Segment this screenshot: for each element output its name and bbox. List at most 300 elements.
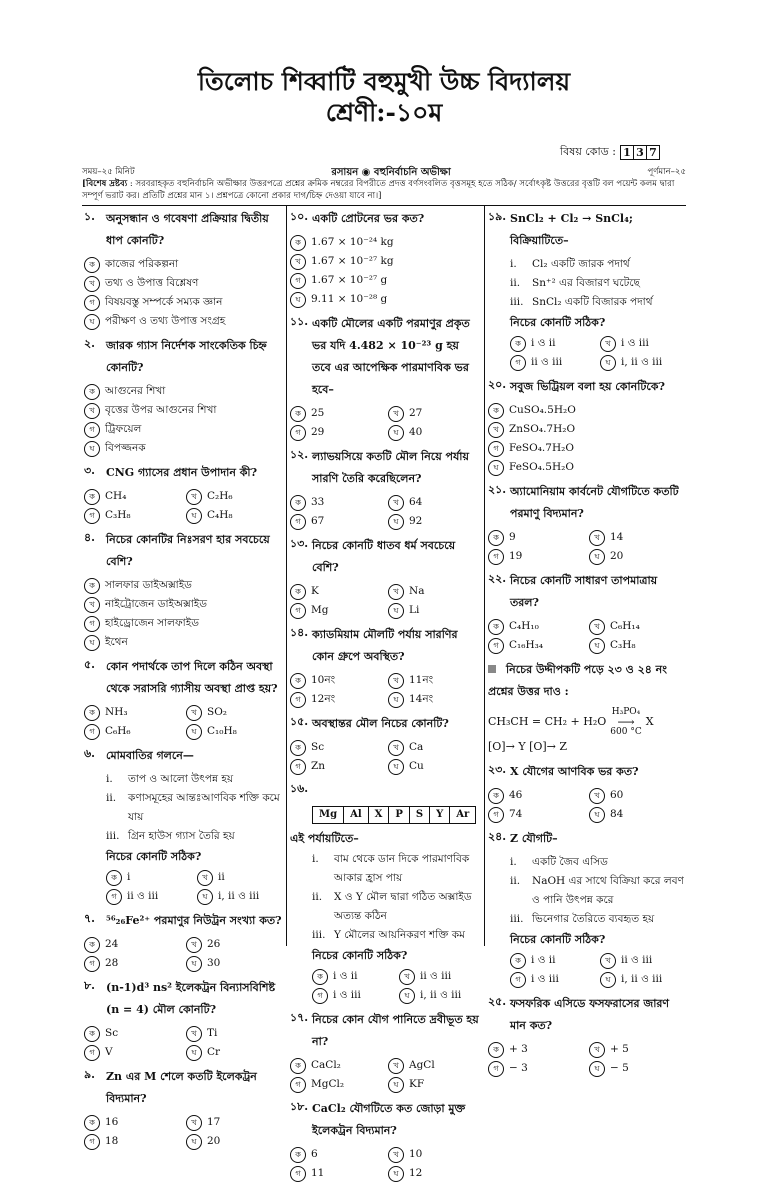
statement-numeral: ii. [106,792,117,804]
option[interactable] [197,868,282,887]
exam-title: রসায়ন ◉ বহুনির্বাচনি অভীক্ষা [331,167,451,178]
statement-text: Y মৌলের আয়নিকরণ শক্তি কম [334,929,465,941]
option[interactable] [488,528,583,547]
option[interactable] [488,617,583,636]
option[interactable] [290,582,382,601]
option-letter: গ [290,273,306,289]
option[interactable] [84,439,282,458]
question [290,535,480,579]
question-text: নিচের কোনটি সাধারণ তাপমাত্রায় তরল? [510,574,658,609]
option[interactable] [600,334,684,353]
statement [290,926,480,945]
option[interactable] [186,1132,282,1151]
question-text: কোন পদার্থকে তাপ দিলে কঠিন অবস্থা থেকে সরাসরি গ্যাসীয় অবস্থা প্রাপ্ত হয়? [106,660,278,695]
option[interactable] [399,986,480,1005]
option[interactable] [290,738,382,757]
options [84,255,282,331]
question-text: অবস্থান্তর মৌল নিচের কোনটি? [312,717,449,730]
option[interactable] [290,512,382,531]
option[interactable] [388,738,480,757]
option-text: ii [218,871,225,883]
option-text: 29 [311,426,325,438]
option-letter: ক [290,495,306,511]
option-letter: গ [290,1077,306,1093]
option[interactable] [388,601,480,620]
option-text: 1.67 × 10⁻²⁴ kg [311,236,394,248]
option-letter: ঘ [600,355,616,371]
option-text: CuSO₄.5H₂O [509,404,576,416]
option[interactable] [186,1024,282,1043]
option[interactable] [589,786,684,805]
option-letter: ঘ [589,549,605,565]
question [84,1066,282,1110]
option-letter: ঘ [388,514,404,530]
option-text: FeSO₄.7H₂O [509,442,574,454]
option[interactable] [84,703,180,722]
stimulus-text [488,659,684,703]
option-letter: গ [84,1134,100,1150]
question-text: ফসফরিক এসিডে ফসফরাসের জারণ মান কত? [510,997,670,1032]
stimulus-block [488,659,684,757]
option-text: 18 [105,1135,119,1147]
option-letter: ঘ [186,724,202,740]
option[interactable] [84,1132,180,1151]
column-1 [84,208,282,1155]
option-letter: ক [84,1115,100,1131]
option-letter: গ [290,1166,306,1182]
option-letter: গ [488,638,504,654]
option[interactable] [510,334,594,353]
option-letter: গ [290,603,306,619]
option-text: i ও iii [531,973,559,985]
statement-text: ভিনেগার তৈরিতে ব্যবহৃত হয় [532,913,655,925]
option-letter: গ [290,425,306,441]
option[interactable] [84,614,282,633]
question-text: CaCl₂ যৌগটিতে কত জোড়া মুক্ত ইলেকট্রন বিদ্যমান? [312,1102,466,1137]
ask-text: নিচের কোনটি সঠিক? [106,850,202,863]
option-letter: ঘ [388,1166,404,1182]
option-letter: ক [312,969,328,985]
option[interactable] [106,887,191,906]
option-text: CaCl₂ [311,1059,341,1071]
option[interactable] [290,493,382,512]
option-text: Na [409,585,425,597]
option-letter: ক [84,1026,100,1042]
question [290,713,480,735]
option-letter: খ [388,740,404,756]
question-number: ৬. [84,747,95,760]
options [84,576,282,652]
question-text: SnCl₂ + Cl₂ → SnCl₄; বিক্রিয়াটিতে– [510,212,633,247]
options [290,582,480,620]
option-letter: ঘ [186,1045,202,1061]
option[interactable] [84,935,180,954]
option-text: 14নং [409,693,434,705]
square-bullet-icon [488,665,496,673]
question-number: ২. [84,337,95,350]
option-text: 27 [409,407,423,419]
question-text: অনুসন্ধান ও গবেষণা প্রক্রিয়ার দ্বিতীয় ধাপ কোনটি? [106,212,269,247]
option-letter: ক [84,384,100,400]
option[interactable] [589,805,684,824]
question-text: ⁵⁶₂₆Fe²⁺ পরমাণুর নিউট্রন সংখ্যা কত? [106,914,282,927]
options [290,233,480,309]
subject-code-label: বিষয় কোড : [560,145,616,158]
option-letter: ক [488,1042,504,1058]
option-text: 10নং [311,674,336,686]
option[interactable] [488,458,684,477]
option[interactable] [510,353,594,372]
option-text: C₆H₆ [105,725,131,737]
option[interactable] [589,636,684,655]
option-text: 1.67 × 10⁻²⁷ g [311,274,388,286]
option-letter: গ [84,724,100,740]
question [84,656,282,700]
question-text: জারক গ্যাস নির্দেশক সাংকেতিক চিহ্ন কোনটি? [106,339,267,374]
options [488,528,684,566]
option-text: i ও iii [333,989,361,1001]
option[interactable] [290,404,382,423]
option[interactable] [84,595,282,614]
options [290,671,480,709]
option[interactable] [388,582,480,601]
option-letter: খ [84,597,100,613]
options [84,1113,282,1151]
option-letter: গ [290,759,306,775]
option[interactable] [84,293,282,312]
option[interactable] [388,1164,480,1183]
option-letter: ক [290,1147,306,1163]
full-marks: পূর্ণমান–২৫ [647,167,686,177]
question-number: ২১. [488,483,507,496]
options [488,786,684,824]
instructions-label: [বিশেষ দ্রষ্টব্য [82,179,128,189]
option-letter: ক [106,870,122,886]
option[interactable] [589,528,684,547]
option-text: 14 [610,531,624,543]
option[interactable] [290,601,382,620]
option-letter: খ [186,1115,202,1131]
option-letter: খ [388,584,404,600]
equation [488,707,684,737]
option-text: 16 [105,1116,119,1128]
statement [290,888,480,926]
question-block [290,780,480,1005]
option-text: i, ii ও iii [621,356,663,368]
option[interactable] [488,1059,583,1078]
option-letter: খ [388,406,404,422]
question-text: ক্যাডমিয়াম মৌলটি পর্যায় সারণির কোন গ্রুপে অবস্থিত? [312,628,458,663]
option-text: Sc [105,1027,119,1039]
option[interactable] [84,255,282,274]
option-letter: খ [388,673,404,689]
question-block [84,977,282,1062]
exam-time: সময়–২৫ মিনিট [82,167,135,177]
option[interactable] [84,1043,180,1062]
option[interactable] [106,868,191,887]
option-text: C₄H₁₀ [509,620,539,632]
class-title: শ্রেণী:-১০ম [325,98,443,127]
question-number: ১১. [290,315,309,328]
options [84,382,282,458]
column-divider [484,206,485,946]
catalyst-bottom: 600 °C [610,727,642,737]
option-letter: ঘ [84,314,100,330]
question [84,529,282,573]
option[interactable] [84,633,282,652]
option[interactable] [589,1059,684,1078]
option[interactable] [186,935,282,954]
question-block [290,535,480,620]
options [84,1024,282,1062]
statement-text: Cl₂ একটি জারক পদার্থ [532,258,630,270]
option-text: 11 [311,1167,325,1179]
question-number: ৫. [84,658,95,671]
statement-numeral: iii. [510,913,524,925]
option[interactable] [290,423,382,442]
option[interactable] [186,487,282,506]
option-letter: খ [84,276,100,292]
question-number: ৪. [84,531,95,544]
option-text: C₆H₁₄ [610,620,640,632]
question-number: ১২. [290,448,309,461]
option-text: 9 [509,531,516,543]
product: X [645,715,654,728]
option[interactable] [84,1024,180,1043]
option-text: C₃H₈ [105,509,131,521]
option-text: V [105,1046,113,1058]
option-letter: ঘ [388,692,404,708]
question [488,828,684,850]
question-number: ১৬. [290,782,309,795]
option[interactable] [84,506,180,525]
option[interactable] [600,951,684,970]
option-text: C₃H₈ [610,639,636,651]
option-letter: ক [84,257,100,273]
option-text: 10 [409,1148,423,1160]
option[interactable] [488,439,684,458]
option-letter: গ [488,1061,504,1077]
option-text: 74 [509,808,523,820]
option-letter: ক [510,336,526,352]
option-letter: ঘ [290,292,306,308]
option[interactable] [84,420,282,439]
column-2 [290,208,480,1187]
question-number: ২৩. [488,763,507,776]
question-block [84,208,282,331]
option[interactable] [186,722,282,741]
option[interactable] [388,757,480,776]
option-letter: ক [290,740,306,756]
option-letter: ক [84,578,100,594]
option[interactable] [388,1075,480,1094]
option-text: ii ও iii [127,890,159,902]
question [488,481,684,525]
option[interactable] [186,506,282,525]
option-text: 12 [409,1167,423,1179]
statement [488,872,684,910]
option[interactable] [84,954,180,973]
option[interactable] [84,576,282,595]
question-text: X যৌগের আণবিক ভর কত? [510,765,639,778]
option-text: 46 [509,789,523,801]
option[interactable] [186,1113,282,1132]
option-letter: গ [84,616,100,632]
question-number: ৭. [84,912,95,925]
option[interactable] [290,290,480,309]
option[interactable] [290,1145,382,1164]
question-number: ২২. [488,572,507,585]
option-letter: ঘ [388,425,404,441]
option[interactable] [84,401,282,420]
option[interactable] [290,1164,382,1183]
statement [488,910,684,929]
option[interactable] [510,951,594,970]
option-text: i, ii ও iii [420,989,462,1001]
option-letter: ঘ [388,603,404,619]
question-number: ১০. [290,210,309,223]
option[interactable] [488,547,583,566]
option[interactable] [197,887,282,906]
option-text: K [311,585,319,597]
question-text: নিচের কোনটি ধাতব ধর্ম সবচেয়ে বেশি? [312,539,456,574]
option-letter: খ [488,422,504,438]
question [488,376,684,398]
option[interactable] [388,1056,480,1075]
options [488,401,684,477]
statement-numeral: iii. [312,929,326,941]
statement-numeral: i. [510,258,517,270]
question-number: ১৫. [290,715,309,728]
question-number: ২০. [488,378,507,391]
option[interactable] [510,970,594,989]
option[interactable] [290,233,480,252]
instructions [82,178,686,202]
options [84,703,282,741]
statement [488,274,684,293]
option[interactable] [290,271,480,290]
option[interactable] [589,1040,684,1059]
question [290,446,480,490]
options [488,1040,684,1078]
option[interactable] [290,1056,382,1075]
option-text: 6 [311,1148,318,1160]
code-digit: 7 [649,146,657,159]
option-letter: গ [488,549,504,565]
option[interactable] [388,404,480,423]
option[interactable] [488,786,583,805]
option[interactable] [488,805,583,824]
option-text: ইথেন [105,636,128,648]
question-block [84,462,282,525]
option[interactable] [388,671,480,690]
question-block [290,446,480,531]
option[interactable] [186,703,282,722]
option-text: 60 [610,789,624,801]
option[interactable] [388,423,480,442]
option-letter: গ [84,295,100,311]
options [488,617,684,655]
option-text: 33 [311,496,325,508]
element-symbol: P [389,807,410,823]
option[interactable] [600,353,684,372]
option[interactable] [186,1043,282,1062]
option[interactable] [600,970,684,989]
catalyst-top: H₃PO₄ [611,707,641,717]
question [84,910,282,932]
option-text: 40 [409,426,423,438]
statement [488,255,684,274]
option-letter: গ [312,988,328,1004]
school-name: তিলোচ শিব্বাটি বহুমুখী উচ্চ বিদ্যালয় [197,67,571,96]
option-text: i ও ii [531,337,556,349]
question [290,1009,480,1053]
question-block [488,993,684,1078]
option[interactable] [312,986,393,1005]
option-text: i ও iii [621,337,649,349]
question [488,761,684,783]
option-text: 28 [105,957,119,969]
option[interactable] [589,617,684,636]
option[interactable] [399,967,480,986]
option-letter: গ [290,692,306,708]
option[interactable] [488,420,684,439]
option[interactable] [290,757,382,776]
option[interactable] [388,1145,480,1164]
question [290,1098,480,1142]
options [290,493,480,531]
option-letter: গ [510,972,526,988]
options [290,1056,480,1094]
option[interactable] [84,274,282,293]
option[interactable] [388,493,480,512]
question-text: অ্যামোনিয়াম কার্বনেট যৌগটিতে কতটি পরমাণু বিদ্যমান? [510,485,679,520]
ask-text: নিচের কোনটি সঠিক? [510,316,606,329]
option-letter: ঘ [589,1061,605,1077]
statement-numeral: i. [106,773,113,785]
option[interactable] [488,636,583,655]
option-letter: গ [84,508,100,524]
option[interactable] [388,512,480,531]
option[interactable] [84,487,180,506]
option[interactable] [84,722,180,741]
option-letter: ঘ [84,635,100,651]
statement [290,850,480,888]
option[interactable] [84,1113,180,1132]
option[interactable] [388,690,480,709]
option[interactable] [488,401,684,420]
element-symbol: Mg [313,807,344,823]
option-text: 30 [207,957,221,969]
option[interactable] [290,1075,382,1094]
option-text: CH₄ [105,490,127,502]
question-number: ১৮. [290,1100,309,1113]
option[interactable] [290,252,480,271]
option[interactable] [186,954,282,973]
option[interactable] [84,312,282,331]
question [488,208,684,252]
option[interactable] [589,547,684,566]
option-text: i ও ii [333,970,358,982]
option[interactable] [312,967,393,986]
option[interactable] [290,690,382,709]
option-text: নাইট্রোজেন ডাইঅক্সাইড [105,598,207,610]
option-text: ii ও iii [621,954,653,966]
option[interactable] [290,671,382,690]
option-text: − 3 [509,1062,528,1074]
option[interactable] [84,382,282,401]
option[interactable] [488,1040,583,1059]
